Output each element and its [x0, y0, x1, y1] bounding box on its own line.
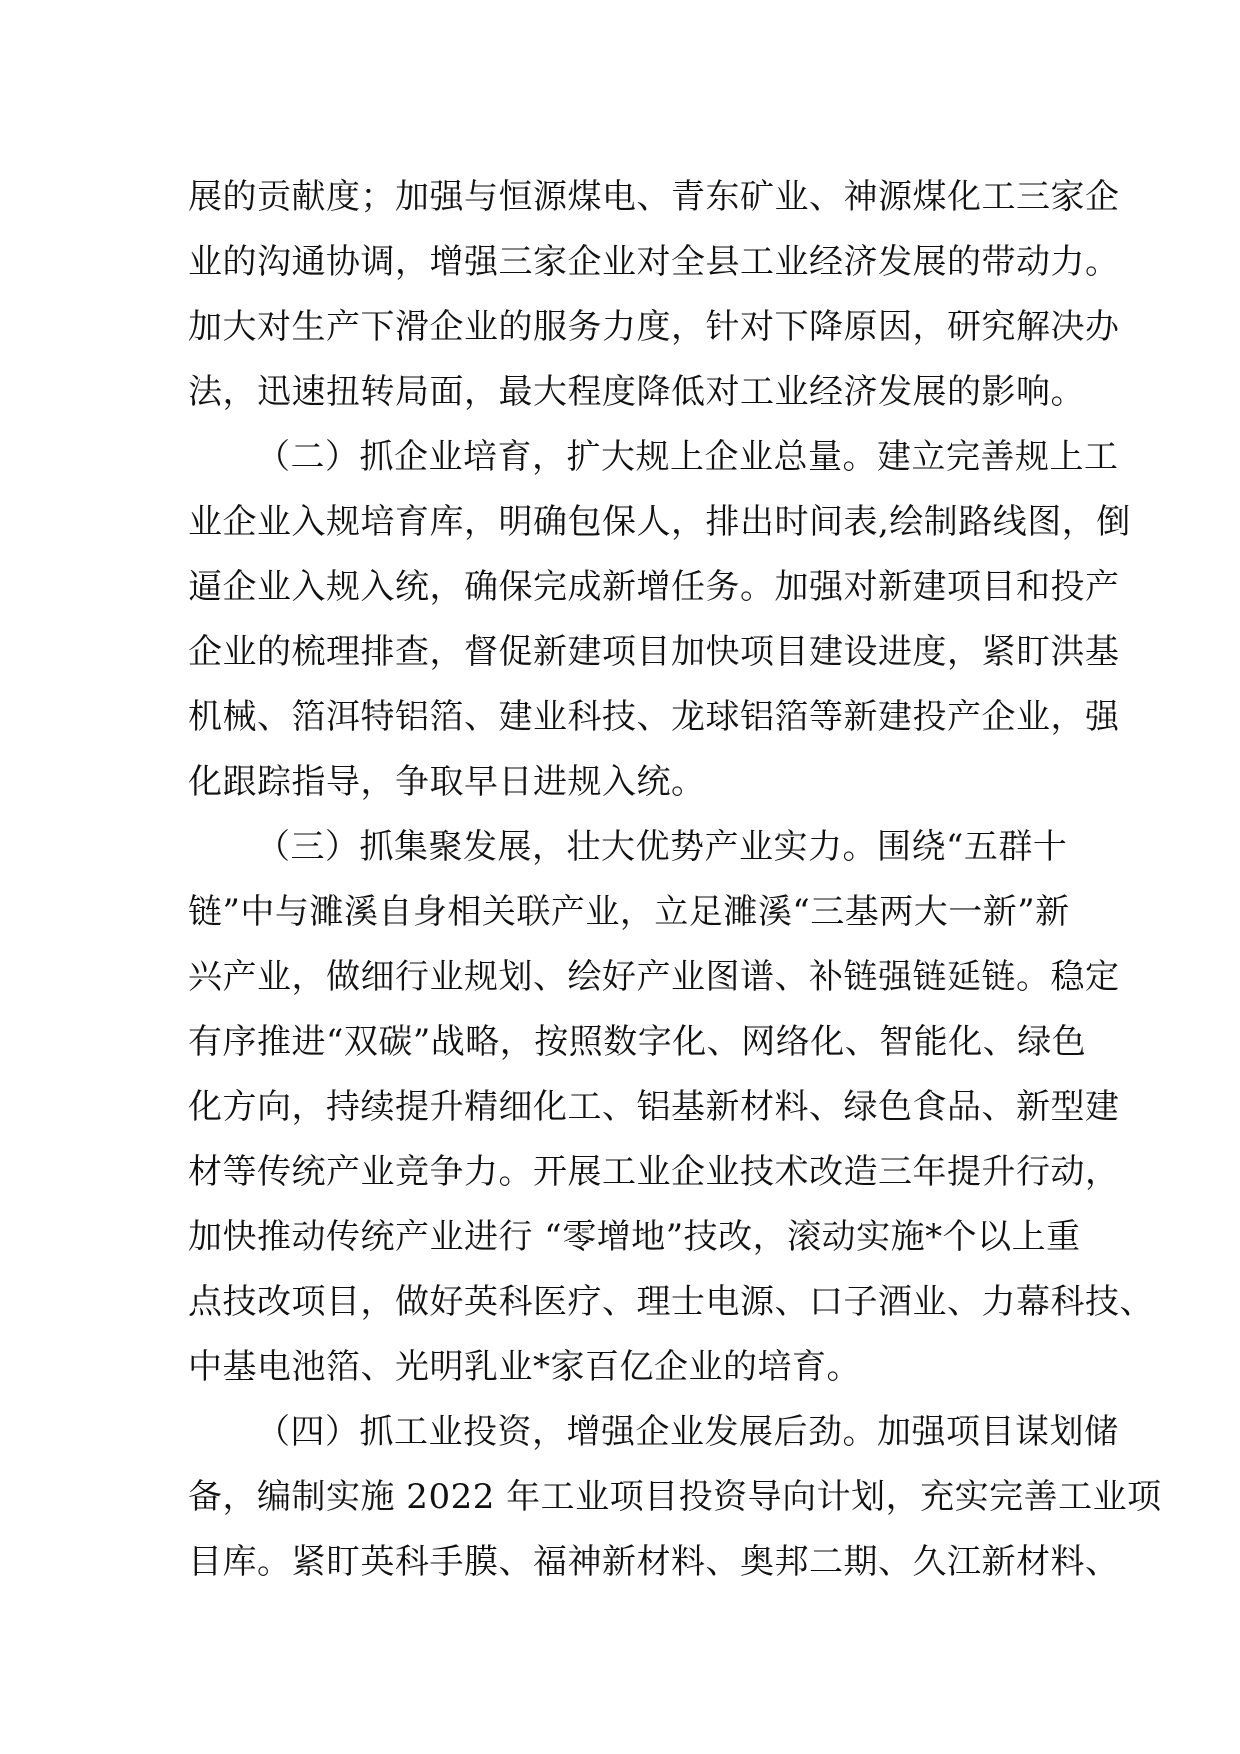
- paragraph-line: 兴产业，做细行业规划、绘好产业图谱、补链强链延链。稳定: [188, 957, 1120, 997]
- paragraph-line: 机械、箔洱特铝箔、建业科技、龙球铝箔等新建投产企业，强: [188, 697, 1120, 737]
- paragraph-line: 企业的梳理排查，督促新建项目加快项目建设进度，紧盯洪基: [188, 632, 1120, 672]
- paragraph-line: 业企业入规培育库，明确包保人，排出时间表,绘制路线图，倒: [188, 502, 1131, 542]
- paragraph-line: 加快推动传统产业进行 “零增地”技改，滚动实施*个以上重: [188, 1217, 1081, 1257]
- paragraph-line: 法，迅速扭转局面，最大程度降低对工业经济发展的影响。: [188, 372, 1085, 412]
- section-heading-line: （二）抓企业培育，扩大规上企业总量。建立完善规上工: [256, 437, 1119, 477]
- paragraph-line: 点技改项目，做好英科医疗、理士电源、口子酒业、力幕科技、: [188, 1282, 1154, 1322]
- paragraph-line: 逼企业入规入统，确保完成新增任务。加强对新建项目和投产: [188, 567, 1120, 607]
- paragraph-line: 展的贡献度；加强与恒源煤电、青东矿业、神源煤化工三家企: [188, 177, 1120, 217]
- paragraph-line: 业的沟通协调，增强三家企业对全县工业经济发展的带动力。: [188, 242, 1120, 282]
- paragraph-line: 中基电池箔、光明乳业*家百亿企业的培育。: [188, 1347, 861, 1387]
- section-heading-line: （四）抓工业投资，增强企业发展后劲。加强项目谋划储: [256, 1412, 1119, 1452]
- paragraph-line: 材等传统产业竞争力。开展工业企业技术改造三年提升行动，: [188, 1152, 1120, 1192]
- paragraph-line: 备，编制实施 2022 年工业项目投资导向计划，充实完善工业项: [188, 1477, 1162, 1517]
- paragraph-line: 目库。紧盯英科手膜、福神新材料、奥邦二期、久江新材料、: [188, 1542, 1120, 1582]
- paragraph-line: 加大对生产下滑企业的服务力度，针对下降原因，研究解决办: [188, 307, 1120, 347]
- section-heading-line: （三）抓集聚发展，壮大优势产业实力。围绕“五群十: [256, 827, 1068, 867]
- paragraph-line: 有序推进“双碳”战略，按照数字化、网络化、智能化、绿色: [188, 1022, 1087, 1062]
- paragraph-line: 链”中与濉溪自身相关联产业，立足濉溪“三基两大一新”新: [188, 892, 1070, 932]
- paragraph-line: 化跟踪指导，争取早日进规入统。: [188, 762, 706, 802]
- paragraph-line: 化方向，持续提升精细化工、铝基新材料、绿色食品、新型建: [188, 1087, 1120, 1127]
- document-body: [188, 165, 1162, 1595]
